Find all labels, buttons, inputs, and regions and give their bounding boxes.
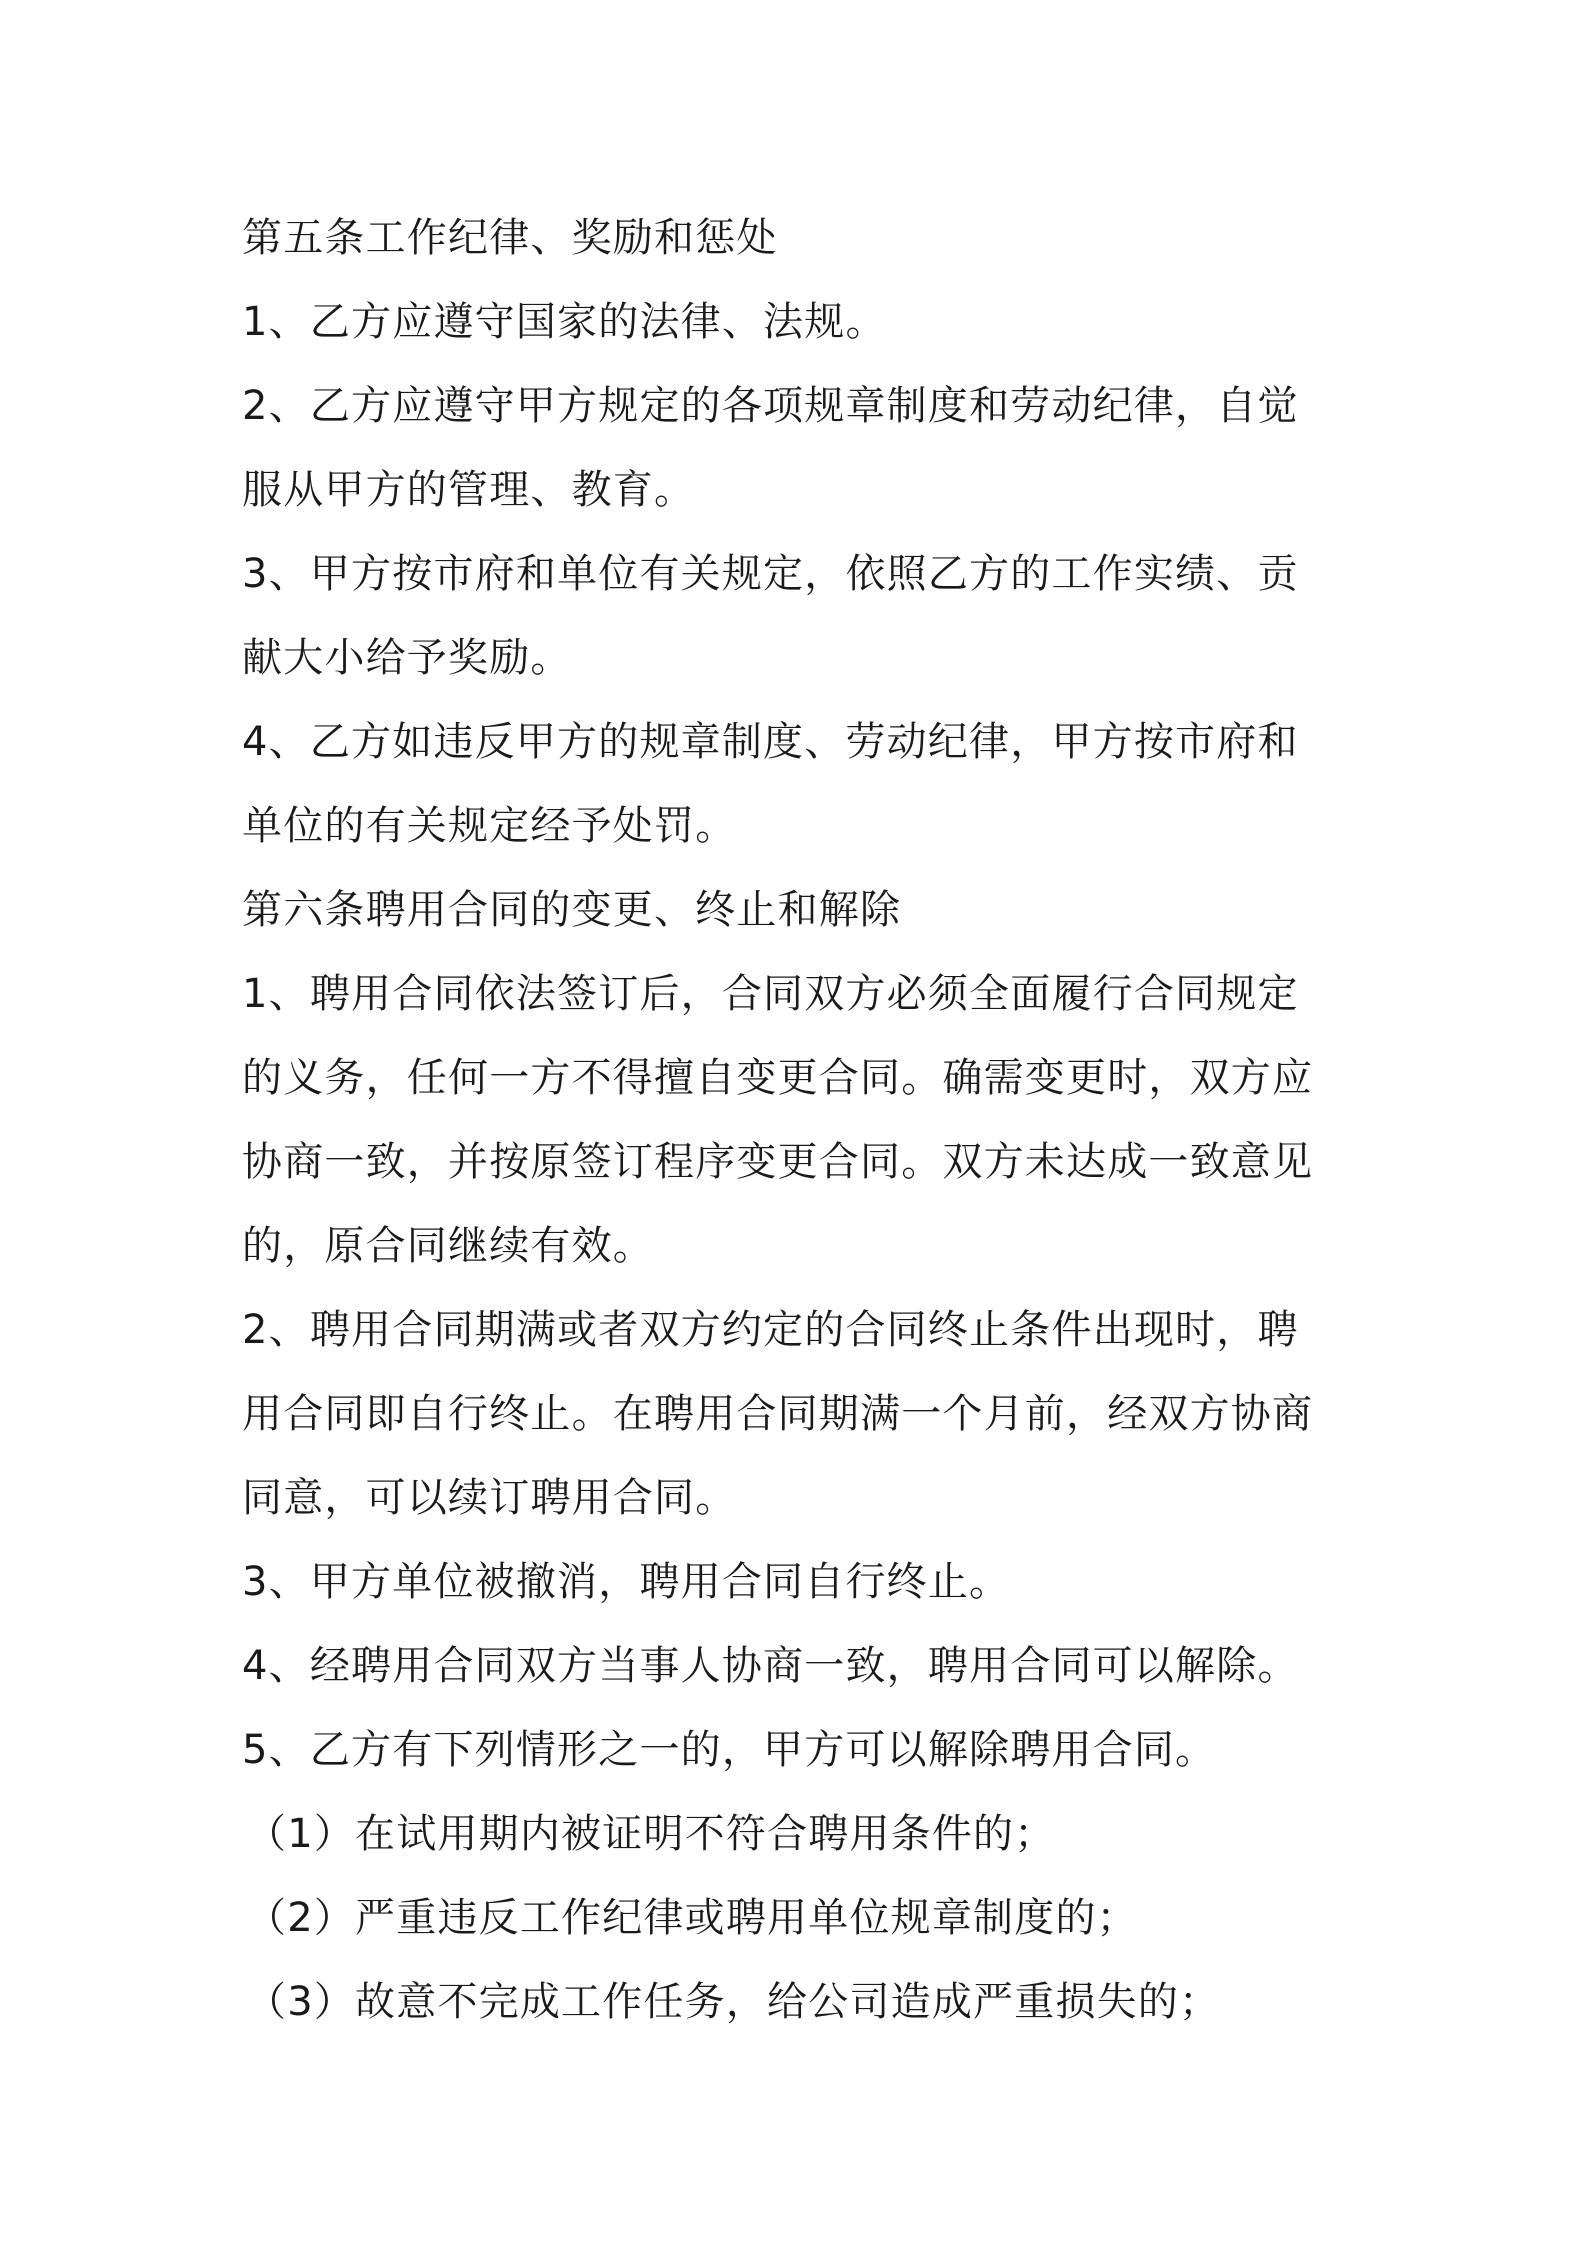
paragraph-line: 单位的有关规定经予处罚。 — [242, 803, 737, 849]
section-6-heading: 第六条聘用合同的变更、终止和解除 — [242, 887, 902, 933]
paragraph-line: 同意，可以续订聘用合同。 — [242, 1475, 737, 1521]
paragraph-line: 3、甲方按市府和单位有关规定，依照乙方的工作实绩、贡 — [242, 551, 1299, 597]
sub-item-line: （1）在试用期内被证明不符合聘用条件的； — [246, 1811, 1056, 1857]
paragraph-line: 的义务，任何一方不得擅自变更合同。确需变更时，双方应 — [242, 1055, 1314, 1101]
paragraph-line: 2、乙方应遵守甲方规定的各项规章制度和劳动纪律，自觉 — [242, 383, 1299, 429]
paragraph-line: 3、甲方单位被撤消，聘用合同自行终止。 — [242, 1559, 1011, 1605]
sub-item-line: （3）故意不完成工作任务，给公司造成严重损失的； — [246, 1979, 1221, 2025]
paragraph-line: 的，原合同继续有效。 — [242, 1223, 654, 1269]
paragraph-line: 1、乙方应遵守国家的法律、法规。 — [242, 299, 887, 345]
paragraph-line: 服从甲方的管理、教育。 — [242, 467, 696, 513]
sub-item-line: （2）严重违反工作纪律或聘用单位规章制度的； — [246, 1895, 1138, 1941]
document-page — [242, 196, 1372, 2044]
paragraph-line: 4、乙方如违反甲方的规章制度、劳动纪律，甲方按市府和 — [242, 719, 1299, 765]
paragraph-line: 5、乙方有下列情形之一的，甲方可以解除聘用合同。 — [242, 1727, 1217, 1773]
paragraph-line: 2、聘用合同期满或者双方约定的合同终止条件出现时，聘 — [242, 1307, 1299, 1353]
paragraph-line: 用合同即自行终止。在聘用合同期满一个月前，经双方协商 — [242, 1391, 1314, 1437]
paragraph-line: 献大小给予奖励。 — [242, 635, 572, 681]
paragraph-line: 协商一致，并按原签订程序变更合同。双方未达成一致意见 — [242, 1139, 1314, 1185]
paragraph-line: 4、经聘用合同双方当事人协商一致，聘用合同可以解除。 — [242, 1643, 1299, 1689]
section-5-heading: 第五条工作纪律、奖励和惩处 — [242, 215, 778, 261]
paragraph-line: 1、聘用合同依法签订后，合同双方必须全面履行合同规定 — [242, 971, 1299, 1017]
